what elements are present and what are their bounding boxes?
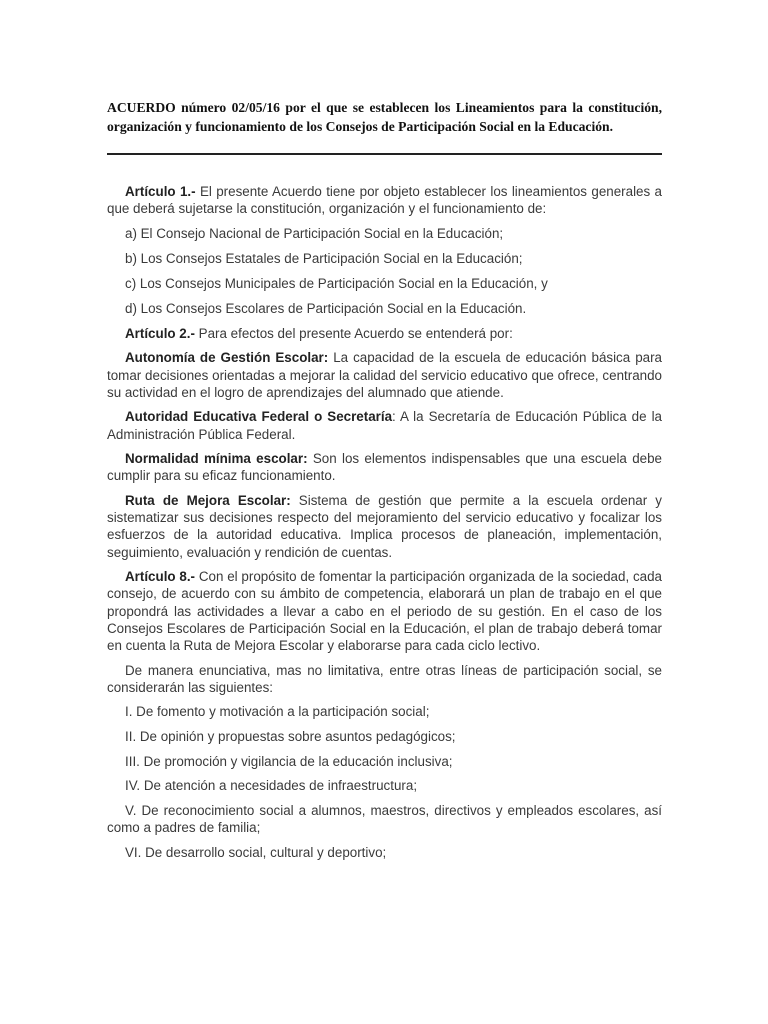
article-1 bbox=[107, 183, 662, 217]
list-item: IV. De atención a necesidades de infraestructura; bbox=[125, 778, 418, 794]
list-item: I. De fomento y motivación a la participación social; bbox=[125, 704, 430, 720]
title-lead: ACUERDO bbox=[107, 100, 176, 115]
definition-text: Son los elementos indispensables que una escuela debe cumplir para su eficaz funcionamiento. bbox=[107, 451, 662, 484]
definition bbox=[107, 349, 662, 401]
list-item: d) Los Consejos Escolares de Participación Social en la Educación. bbox=[125, 300, 527, 316]
list-item: c) Los Consejos Municipales de Participación Social en la Educación, y bbox=[125, 275, 548, 291]
definition-term: Autoridad Educativa Federal o Secretaría bbox=[125, 409, 393, 425]
article-8-text: Con el propósito de fomentar la participación organizada de la sociedad, cada consejo, de acuerdo con su ámbito de competencia, elaborará un plan de trabajo en el que propondrá las actividades a llevar a cabo en el periodo de su gestión. En el caso de los Consejos Escolares de Participación Social en la Educación, el plan de trabajo deberá tomar en cuenta la Ruta de Mejora Escolar y elaborarse para cada ciclo lectivo. bbox=[107, 569, 663, 653]
list-item: VI. De desarrollo social, cultural y deportivo; bbox=[125, 844, 387, 860]
definition bbox=[107, 408, 662, 442]
definition bbox=[107, 492, 662, 561]
title-rest: número 02/05/16 por el que se establecen los Lineamientos para la constitución, organización y funcionamiento de los Consejos de Participación Social en la Educación. bbox=[107, 100, 662, 134]
article-1-label: Artículo 1.- bbox=[125, 184, 196, 199]
definition-term: Ruta de Mejora Escolar: bbox=[125, 492, 291, 508]
article-8-label: Artículo 8.- bbox=[125, 569, 196, 585]
definition bbox=[107, 450, 662, 484]
list-item: III. De promoción y vigilancia de la educación inclusiva; bbox=[125, 753, 453, 769]
article-2-text: Para efectos del presente Acuerdo se entenderá por: bbox=[194, 325, 513, 341]
article-2 bbox=[107, 325, 662, 342]
list-item: II. De opinión y propuestas sobre asuntos pedagógicos; bbox=[125, 728, 456, 744]
definition-text: Sistema de gestión que permite a la escuela ordenar y sistematizar sus decisiones respecto del mejoramiento del servicio educativo y focalizar los esfuerzos de la autoridad educativa. Implica procesos de planeación, implementación, seguimiento, evaluación y rendición de cuentas. bbox=[107, 492, 662, 560]
document-body bbox=[107, 183, 662, 868]
article-2-label: Artículo 2.- bbox=[125, 325, 195, 341]
list-item: a) El Consejo Nacional de Participación Social en la Educación; bbox=[125, 225, 504, 241]
document-title bbox=[107, 99, 662, 136]
article-8-intro: De manera enunciativa, mas no limitativa, entre otras líneas de participación social, se considerarán las siguientes: bbox=[107, 662, 662, 695]
article-8 bbox=[107, 568, 662, 654]
list-item: b) Los Consejos Estatales de Participación Social en la Educación; bbox=[125, 250, 523, 266]
definition-text: : A la Secretaría de Educación Pública de la Administración Pública Federal. bbox=[107, 409, 662, 442]
article-1-text: El presente Acuerdo tiene por objeto establecer los lineamientos generales a que deberá sujetarse la constitución, organización y el funcionamiento de: bbox=[107, 184, 663, 217]
definition-term: Normalidad mínima escolar: bbox=[125, 451, 308, 467]
definition-text: La capacidad de la escuela de educación básica para tomar decisiones orientadas a mejorar la calidad del servicio educativo que ofrece, centrando su actividad en el logro de aprendizajes del alumnado que atiende. bbox=[107, 350, 662, 400]
list-item: V. De reconocimiento social a alumnos, maestros, directivos y empleados escolares, así como a padres de familia; bbox=[107, 802, 662, 835]
definition-term: Autonomía de Gestión Escolar: bbox=[125, 350, 329, 366]
title-divider bbox=[107, 153, 662, 155]
